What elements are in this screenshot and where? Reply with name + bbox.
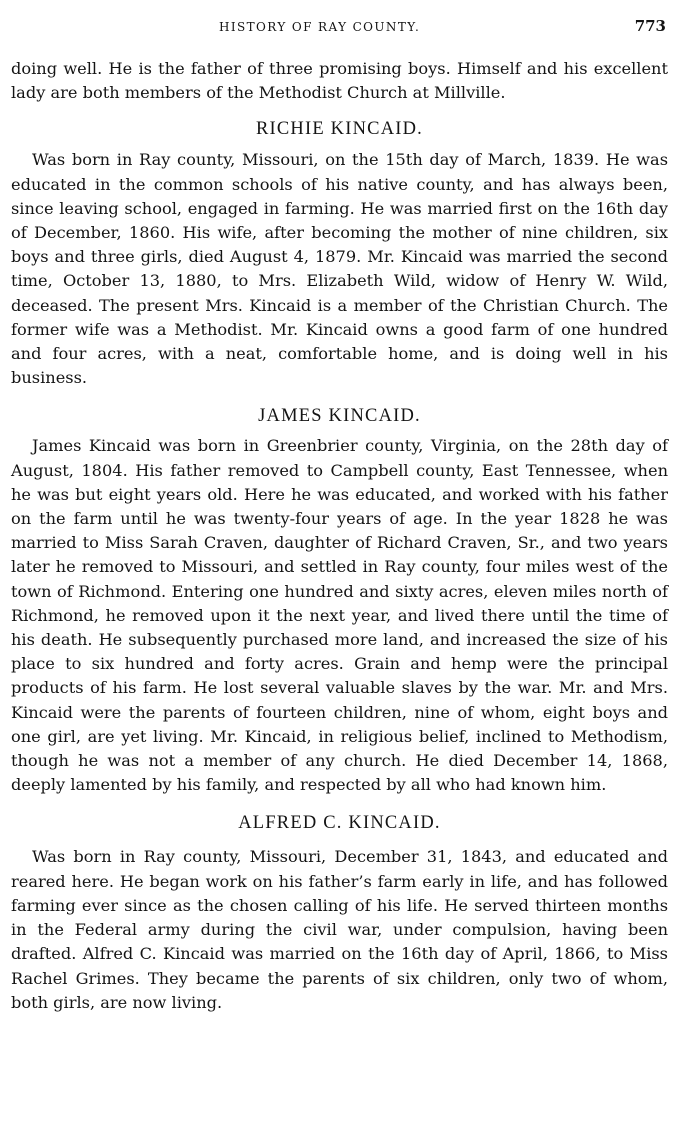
heading-alfred-c-kincaid: ALFRED C. KINCAID. — [238, 813, 441, 834]
heading-richie-kincaid: RICHIE KINCAID. — [255, 119, 423, 140]
continued-paragraph: doing well. He is the father of three promising boys. Himself and his excellent lady are both members of the Methodist Church at Millville. — [11, 59, 668, 103]
paragraph-richie-kincaid: Was born in Ray county, Missouri, on the 15th day of March, 1839. He was educated in the common schools of his native county, and has always been, since leaving school, engaged in farming. He was married first on the 16th day of December, 1860. His wife, after becoming the mother of nine children, six boys and three girls, died August 4, 1879. Mr. Kincaid was married the second time, October 13, 1880, to Mrs. Elizabeth Wild, widow of Henry W. Wild, deceased. The present Mrs. Kincaid is a member of the Christian Church. The former wife was a Methodist. Mr. Kincaid owns a good farm of one hundred and four acres, with a neat, comfortable home, and is doing well in his business. — [11, 150, 668, 388]
text-column — [11, 57, 668, 1015]
running-title: HISTORY OF RAY COUNTY. — [219, 20, 421, 34]
heading-james-kincaid: JAMES KINCAID. — [258, 406, 421, 427]
running-head — [0, 16, 699, 40]
paragraph-alfred-c-kincaid: Was born in Ray county, Missouri, December 31, 1843, and educated and reared here. He began work on his father’s farm early in life, and has followed farming ever since as the chosen calling of his life. He served thirteen months in the Federal army during the civil war, under compulsion, having been drafted. Alfred C. Kincaid was married on the 16th day of April, 1866, to Miss Rachel Grimes. They became the parents of six children, only two of whom, both girls, are now living. — [11, 847, 668, 1012]
paragraph-james-kincaid: James Kincaid was born in Greenbrier county, Virginia, on the 28th day of August, 1804. His father removed to Campbell county, East Tennessee, when he was but eight years old. Here he was educated, and worked with his father on the farm until he was twenty-four years of age. In the year 1828 he was married to Miss Sarah Craven, daughter of Richard Craven, Sr., and two years later he removed to Missouri, and settled in Ray county, four miles west of the town of Richmond. Entering one hundred and sixty acres, eleven miles north of Richmond, he removed upon it the next year, and lived there until the time of his death. He subsequently purchased more land, and increased the size of his place to six hundred and forty acres. Grain and hemp were the principal products of his farm. He lost several valuable slaves by the war. Mr. and Mrs. Kincaid were the parents of fourteen children, nine of whom, eight boys and one girl, are yet living. Mr. Kincaid, in religious belief, inclined to Methodism, though he was not a member of any church. He died December 14, 1868, deeply lamented by his family, and respected by all who had known him. — [11, 436, 668, 795]
page-number: 773 — [634, 17, 666, 35]
